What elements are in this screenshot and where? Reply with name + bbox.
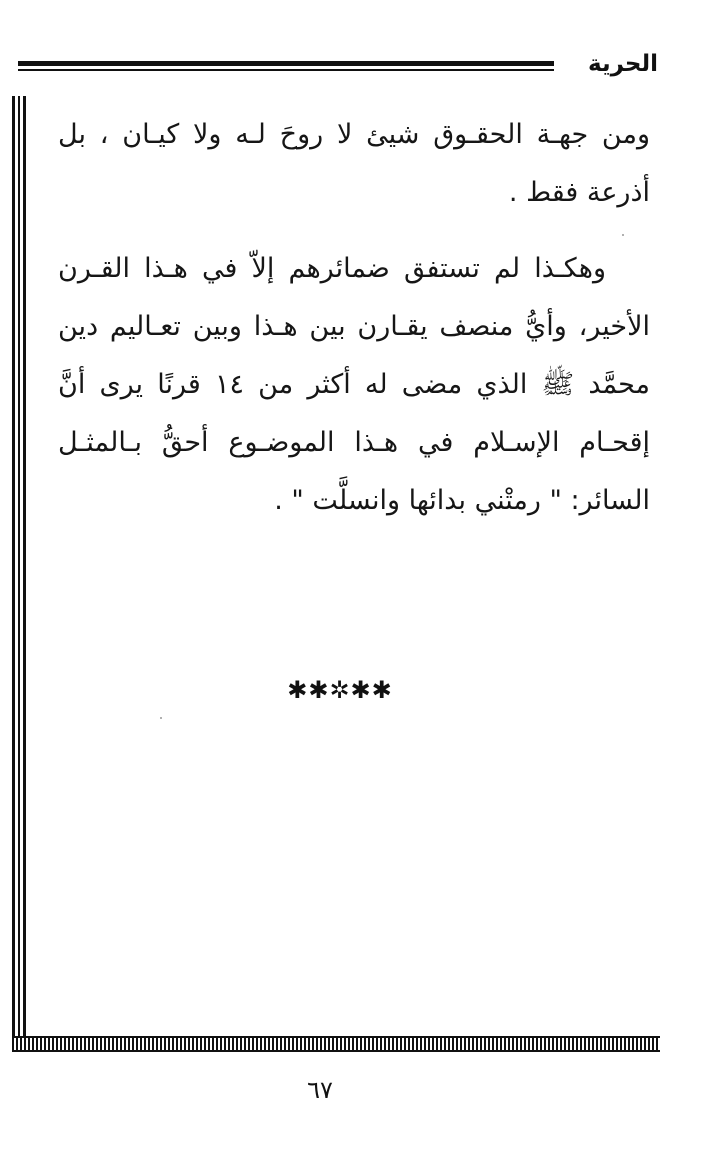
main-text [58, 106, 650, 530]
bottom-border-bar [12, 1036, 660, 1052]
paragraph-2: وهكـذا لم تستفق ضمائرهم إلاّ في هـذا القـرن الأخير، وأيُّ منصف يقـارن بين هـذا وبين تعـاليم دين محمَّد ﷺ الذي مضى له أكثر من ١٤ قرنًا يرى أنَّ إقحـام الإسـلام في هـذا الموضـوع أحقُّ بـالمثـل السائر: " رمتْني بدائها وانسلَّت " . [58, 253, 651, 516]
scan-speck [160, 717, 162, 719]
paragraph-1: ومن جهـة الحقـوق شيئ لا روحَ لـه ولا كيـان ، بل أذرعة فقط . [58, 119, 650, 208]
header-rule-left [18, 61, 158, 71]
section-ornament: ✱✱✲✱✱ [287, 676, 393, 704]
scan-speck [622, 234, 624, 236]
page-header [18, 48, 658, 88]
left-page-border [12, 96, 26, 1048]
running-title: الحرية [588, 51, 658, 77]
page-number: ٦٧ [307, 1076, 333, 1104]
header-rule [148, 61, 554, 71]
